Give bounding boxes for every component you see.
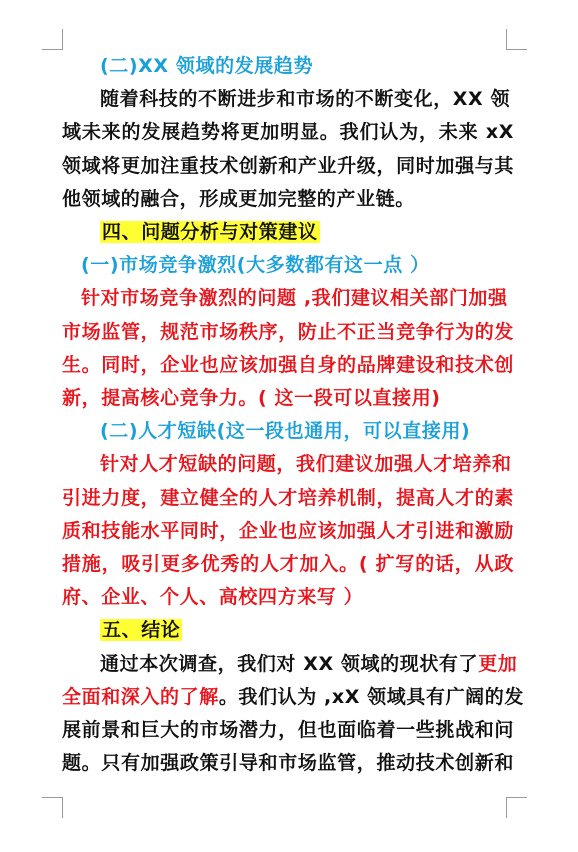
conclusion-line: 题。只有加强政策引导和市场监管，推动技术创新和: [62, 752, 514, 775]
document-body: [62, 50, 524, 780]
talent-heading: (二)人才短缺(这一段也通用，可以直接用): [100, 420, 471, 443]
talent-paragraph-line: 质和技能水平同时，企业也应该加强人才引进和激励: [62, 519, 514, 542]
talent-paragraph-line: 引进力度，建立健全的人才培养机制，提高人才的素: [62, 486, 514, 509]
competition-paragraph-line: 市场监管，规范市场秩序，防止不正当竞争行为的发: [62, 320, 514, 343]
conclusion-line: [62, 681, 524, 714]
crop-mark-bottom-left: [42, 797, 63, 818]
talent-paragraph-line: 针对人才短缺的问题，我们建议加强人才培养和: [100, 453, 512, 476]
section5-heading-row: [62, 614, 514, 647]
trend-paragraph-line: 领域将更加注重技术创新和产业升级，同时加强与其: [62, 154, 514, 177]
section5-heading: 五、结论: [102, 619, 181, 642]
section4-heading: 四、问题分析与对策建议: [102, 221, 318, 244]
conclusion-line: [62, 648, 518, 681]
competition-heading: (一)市场竞争激烈(大多数都有这一点 ）: [81, 254, 430, 277]
conclusion-emphasis: 全面和深入的了解: [62, 685, 219, 708]
crop-mark-top-right: [506, 29, 527, 50]
trend-paragraph-line: 他领域的融合，形成更加完整的产业链。: [62, 187, 415, 210]
conclusion-line: 展前景和巨大的市场潜力，但也面临着一些挑战和问: [62, 719, 514, 742]
competition-paragraph-line: 生。同时，企业也应该加强自身的品牌建设和技术创: [62, 353, 514, 376]
trend-paragraph-line: 随着科技的不断进步和市场的不断变化，XX 领: [100, 88, 511, 111]
competition-paragraph-line: 新，提高核心竞争力。( 这一段可以直接用): [62, 387, 441, 410]
crop-mark-top-left: [42, 29, 63, 50]
conclusion-text: 通过本次调查，我们对 XX 领域的现状有了: [100, 652, 479, 675]
conclusion-emphasis: 更加: [478, 652, 518, 675]
section4-heading-row: [62, 216, 514, 249]
trend-paragraph-line: 域未来的发展趋势将更加明显。我们认为，未来 xX: [62, 121, 514, 144]
competition-paragraph-line: 针对市场竞争激烈的问题 ,我们建议相关部门加强: [81, 287, 508, 310]
crop-mark-bottom-right: [506, 797, 527, 818]
talent-paragraph-line: 府、企业、个人、高校四方来写 ）: [62, 586, 364, 609]
trend-heading: (二)XX 领域的发展趋势: [100, 55, 314, 77]
talent-paragraph-line: 措施，吸引更多优秀的人才加入。( 扩写的话，从政: [62, 553, 514, 576]
conclusion-text: 。我们认为 ,xX 领域具有广阔的发: [218, 685, 524, 708]
